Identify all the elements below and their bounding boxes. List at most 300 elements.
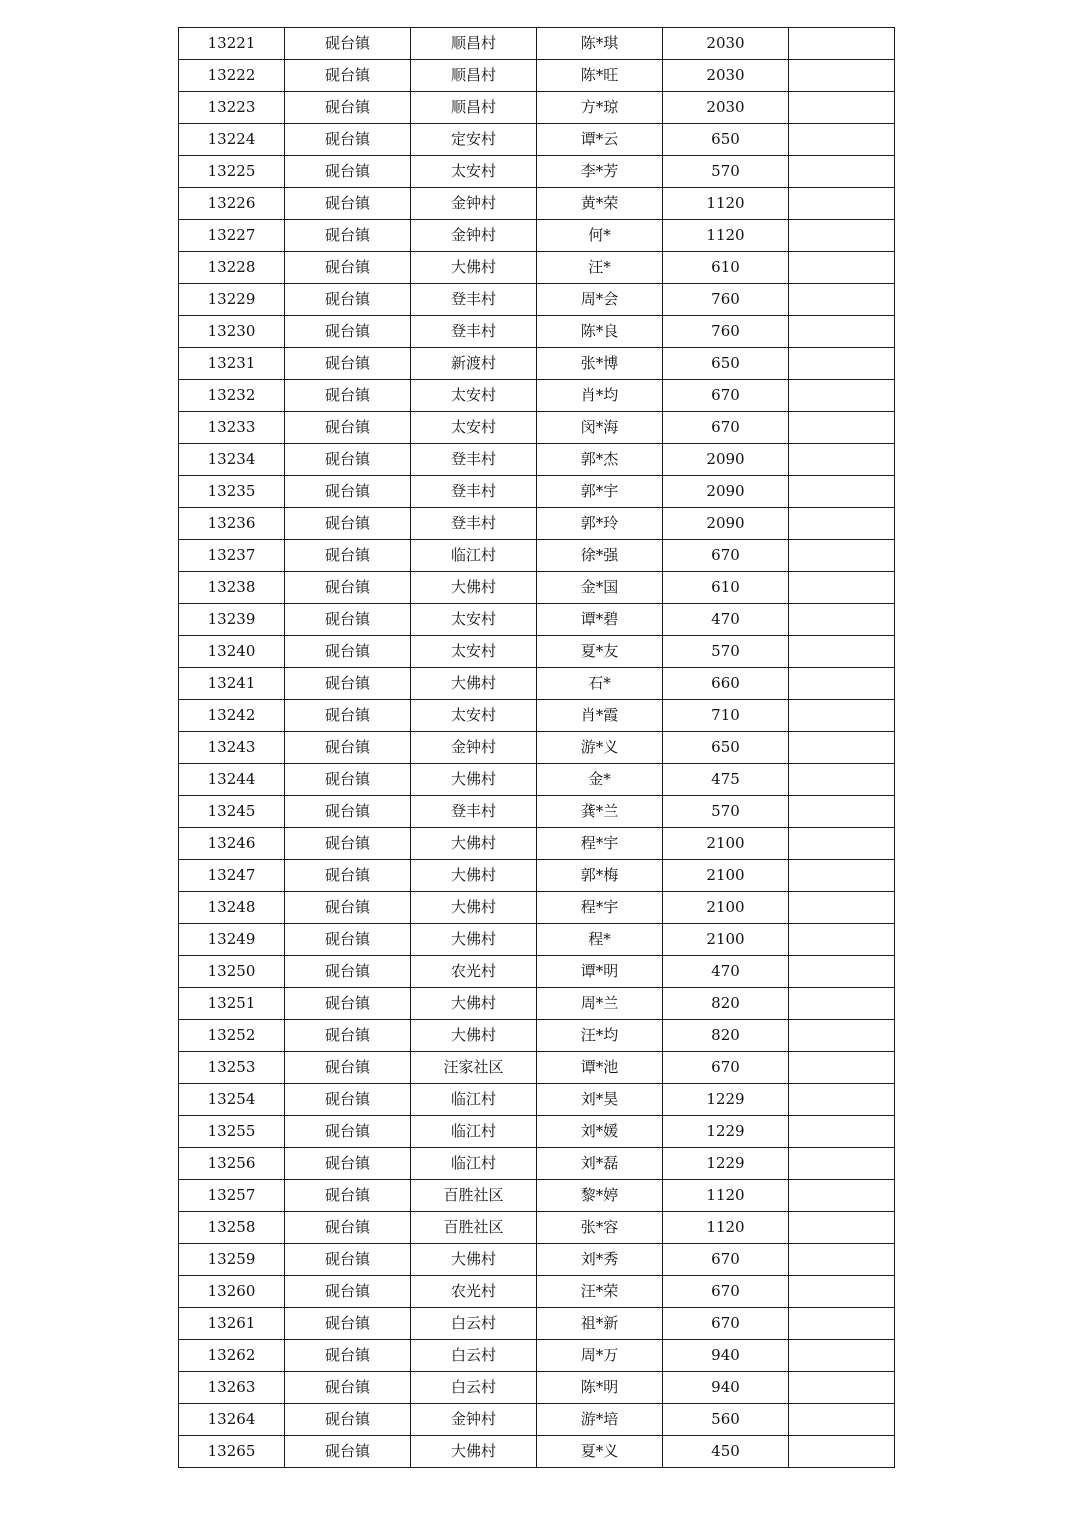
cell-name: 刘*昊	[537, 1084, 663, 1116]
cell-name: 谭*云	[537, 124, 663, 156]
cell-amount: 670	[663, 1244, 789, 1276]
cell-amount: 670	[663, 1276, 789, 1308]
cell-name: 夏*义	[537, 1436, 663, 1468]
cell-town: 砚台镇	[285, 1052, 411, 1084]
table-row	[179, 540, 895, 572]
cell-town: 砚台镇	[285, 1116, 411, 1148]
table-row	[179, 1212, 895, 1244]
table-row	[179, 668, 895, 700]
cell-name: 谭*池	[537, 1052, 663, 1084]
cell-village: 百胜社区	[411, 1212, 537, 1244]
cell-amount: 2100	[663, 828, 789, 860]
cell-note	[789, 1052, 895, 1084]
cell-serial-number: 13222	[179, 60, 285, 92]
cell-serial-number: 13228	[179, 252, 285, 284]
cell-amount: 2100	[663, 860, 789, 892]
cell-town: 砚台镇	[285, 988, 411, 1020]
cell-village: 农光村	[411, 1276, 537, 1308]
cell-town: 砚台镇	[285, 828, 411, 860]
cell-amount: 670	[663, 380, 789, 412]
cell-note	[789, 124, 895, 156]
table-row	[179, 828, 895, 860]
cell-amount: 670	[663, 1308, 789, 1340]
cell-name: 游*培	[537, 1404, 663, 1436]
cell-name: 方*琼	[537, 92, 663, 124]
cell-serial-number: 13243	[179, 732, 285, 764]
cell-name: 黎*婷	[537, 1180, 663, 1212]
cell-village: 临江村	[411, 540, 537, 572]
cell-village: 登丰村	[411, 508, 537, 540]
cell-name: 郭*梅	[537, 860, 663, 892]
cell-town: 砚台镇	[285, 892, 411, 924]
cell-serial-number: 13259	[179, 1244, 285, 1276]
cell-town: 砚台镇	[285, 1244, 411, 1276]
table-row	[179, 1180, 895, 1212]
cell-amount: 670	[663, 1052, 789, 1084]
cell-serial-number: 13257	[179, 1180, 285, 1212]
table-row	[179, 1340, 895, 1372]
cell-note	[789, 604, 895, 636]
cell-amount: 2030	[663, 60, 789, 92]
cell-note	[789, 988, 895, 1020]
cell-village: 大佛村	[411, 828, 537, 860]
cell-town: 砚台镇	[285, 572, 411, 604]
cell-name: 夏*友	[537, 636, 663, 668]
cell-town: 砚台镇	[285, 1276, 411, 1308]
cell-amount: 940	[663, 1340, 789, 1372]
cell-amount: 2030	[663, 28, 789, 60]
cell-village: 太安村	[411, 604, 537, 636]
cell-note	[789, 828, 895, 860]
cell-serial-number: 13255	[179, 1116, 285, 1148]
cell-amount: 650	[663, 348, 789, 380]
cell-village: 顺昌村	[411, 92, 537, 124]
cell-name: 游*义	[537, 732, 663, 764]
cell-name: 周*万	[537, 1340, 663, 1372]
table-row	[179, 156, 895, 188]
cell-note	[789, 28, 895, 60]
cell-note	[789, 60, 895, 92]
cell-village: 定安村	[411, 124, 537, 156]
cell-amount: 710	[663, 700, 789, 732]
cell-name: 金*	[537, 764, 663, 796]
cell-amount: 760	[663, 316, 789, 348]
cell-note	[789, 1372, 895, 1404]
cell-serial-number: 13261	[179, 1308, 285, 1340]
cell-note	[789, 1308, 895, 1340]
table-row	[179, 956, 895, 988]
cell-town: 砚台镇	[285, 284, 411, 316]
cell-serial-number: 13229	[179, 284, 285, 316]
table-row	[179, 764, 895, 796]
cell-town: 砚台镇	[285, 252, 411, 284]
cell-serial-number: 13263	[179, 1372, 285, 1404]
cell-amount: 2090	[663, 444, 789, 476]
cell-note	[789, 572, 895, 604]
cell-amount: 1229	[663, 1148, 789, 1180]
cell-serial-number: 13248	[179, 892, 285, 924]
cell-name: 汪*均	[537, 1020, 663, 1052]
cell-note	[789, 444, 895, 476]
cell-village: 大佛村	[411, 892, 537, 924]
cell-town: 砚台镇	[285, 92, 411, 124]
cell-village: 金钟村	[411, 732, 537, 764]
cell-note	[789, 1116, 895, 1148]
cell-village: 农光村	[411, 956, 537, 988]
cell-town: 砚台镇	[285, 1084, 411, 1116]
table-row	[179, 1084, 895, 1116]
cell-village: 登丰村	[411, 476, 537, 508]
cell-serial-number: 13239	[179, 604, 285, 636]
table-row	[179, 444, 895, 476]
cell-amount: 570	[663, 636, 789, 668]
cell-amount: 650	[663, 732, 789, 764]
cell-town: 砚台镇	[285, 956, 411, 988]
cell-note	[789, 668, 895, 700]
cell-amount: 2030	[663, 92, 789, 124]
cell-serial-number: 13245	[179, 796, 285, 828]
cell-note	[789, 764, 895, 796]
cell-town: 砚台镇	[285, 412, 411, 444]
cell-town: 砚台镇	[285, 604, 411, 636]
cell-amount: 560	[663, 1404, 789, 1436]
cell-name: 谭*碧	[537, 604, 663, 636]
cell-note	[789, 1180, 895, 1212]
cell-amount: 610	[663, 252, 789, 284]
cell-serial-number: 13247	[179, 860, 285, 892]
cell-note	[789, 860, 895, 892]
cell-name: 石*	[537, 668, 663, 700]
table-row	[179, 1276, 895, 1308]
cell-note	[789, 1084, 895, 1116]
cell-amount: 450	[663, 1436, 789, 1468]
cell-amount: 1120	[663, 188, 789, 220]
cell-village: 大佛村	[411, 668, 537, 700]
cell-serial-number: 13244	[179, 764, 285, 796]
cell-amount: 1229	[663, 1084, 789, 1116]
cell-note	[789, 508, 895, 540]
cell-town: 砚台镇	[285, 860, 411, 892]
cell-village: 登丰村	[411, 284, 537, 316]
cell-town: 砚台镇	[285, 668, 411, 700]
table-row	[179, 124, 895, 156]
cell-village: 临江村	[411, 1148, 537, 1180]
cell-town: 砚台镇	[285, 28, 411, 60]
cell-amount: 660	[663, 668, 789, 700]
cell-town: 砚台镇	[285, 188, 411, 220]
cell-note	[789, 92, 895, 124]
cell-town: 砚台镇	[285, 220, 411, 252]
cell-town: 砚台镇	[285, 1020, 411, 1052]
cell-village: 登丰村	[411, 444, 537, 476]
cell-name: 张*容	[537, 1212, 663, 1244]
cell-serial-number: 13252	[179, 1020, 285, 1052]
cell-note	[789, 284, 895, 316]
cell-serial-number: 13236	[179, 508, 285, 540]
table-row	[179, 92, 895, 124]
cell-note	[789, 732, 895, 764]
cell-note	[789, 1340, 895, 1372]
cell-village: 大佛村	[411, 1020, 537, 1052]
cell-town: 砚台镇	[285, 1148, 411, 1180]
cell-amount: 475	[663, 764, 789, 796]
table-row	[179, 1436, 895, 1468]
cell-name: 郭*玲	[537, 508, 663, 540]
cell-serial-number: 13249	[179, 924, 285, 956]
cell-serial-number: 13237	[179, 540, 285, 572]
table-row	[179, 316, 895, 348]
cell-name: 肖*均	[537, 380, 663, 412]
cell-name: 程*宇	[537, 892, 663, 924]
table-row	[179, 284, 895, 316]
cell-serial-number: 13256	[179, 1148, 285, 1180]
cell-amount: 670	[663, 540, 789, 572]
table-row	[179, 700, 895, 732]
cell-name: 何*	[537, 220, 663, 252]
cell-village: 金钟村	[411, 220, 537, 252]
cell-amount: 570	[663, 796, 789, 828]
cell-note	[789, 1148, 895, 1180]
cell-name: 周*会	[537, 284, 663, 316]
table-row	[179, 988, 895, 1020]
table-row	[179, 60, 895, 92]
cell-amount: 1229	[663, 1116, 789, 1148]
cell-serial-number: 13262	[179, 1340, 285, 1372]
cell-name: 张*博	[537, 348, 663, 380]
cell-name: 谭*明	[537, 956, 663, 988]
cell-serial-number: 13223	[179, 92, 285, 124]
table-row	[179, 636, 895, 668]
cell-note	[789, 1244, 895, 1276]
cell-village: 太安村	[411, 412, 537, 444]
cell-serial-number: 13221	[179, 28, 285, 60]
table-row	[179, 1404, 895, 1436]
table-row	[179, 412, 895, 444]
cell-amount: 940	[663, 1372, 789, 1404]
cell-name: 陈*旺	[537, 60, 663, 92]
cell-village: 白云村	[411, 1372, 537, 1404]
cell-name: 郭*宇	[537, 476, 663, 508]
cell-note	[789, 636, 895, 668]
cell-name: 黄*荣	[537, 188, 663, 220]
cell-name: 徐*强	[537, 540, 663, 572]
cell-name: 陈*良	[537, 316, 663, 348]
cell-note	[789, 316, 895, 348]
cell-village: 登丰村	[411, 796, 537, 828]
cell-town: 砚台镇	[285, 1180, 411, 1212]
cell-note	[789, 220, 895, 252]
cell-village: 白云村	[411, 1308, 537, 1340]
cell-name: 刘*秀	[537, 1244, 663, 1276]
cell-town: 砚台镇	[285, 1212, 411, 1244]
table-row	[179, 572, 895, 604]
cell-name: 郭*杰	[537, 444, 663, 476]
cell-name: 祖*新	[537, 1308, 663, 1340]
cell-amount: 2090	[663, 476, 789, 508]
cell-village: 大佛村	[411, 572, 537, 604]
cell-note	[789, 412, 895, 444]
cell-village: 大佛村	[411, 860, 537, 892]
cell-serial-number: 13235	[179, 476, 285, 508]
table-row	[179, 1244, 895, 1276]
cell-town: 砚台镇	[285, 348, 411, 380]
cell-name: 汪*	[537, 252, 663, 284]
cell-name: 程*	[537, 924, 663, 956]
cell-amount: 1120	[663, 1180, 789, 1212]
cell-town: 砚台镇	[285, 156, 411, 188]
cell-town: 砚台镇	[285, 700, 411, 732]
cell-village: 登丰村	[411, 316, 537, 348]
table-row	[179, 380, 895, 412]
cell-village: 大佛村	[411, 1244, 537, 1276]
cell-village: 汪家社区	[411, 1052, 537, 1084]
cell-serial-number: 13233	[179, 412, 285, 444]
cell-serial-number: 13251	[179, 988, 285, 1020]
table-row	[179, 1052, 895, 1084]
cell-serial-number: 13264	[179, 1404, 285, 1436]
cell-village: 大佛村	[411, 988, 537, 1020]
table-row	[179, 508, 895, 540]
cell-village: 顺昌村	[411, 60, 537, 92]
cell-amount: 1120	[663, 1212, 789, 1244]
cell-town: 砚台镇	[285, 732, 411, 764]
cell-name: 刘*磊	[537, 1148, 663, 1180]
cell-town: 砚台镇	[285, 380, 411, 412]
cell-note	[789, 1020, 895, 1052]
cell-name: 闵*海	[537, 412, 663, 444]
cell-note	[789, 956, 895, 988]
cell-town: 砚台镇	[285, 316, 411, 348]
cell-name: 龚*兰	[537, 796, 663, 828]
cell-serial-number: 13265	[179, 1436, 285, 1468]
table-row	[179, 476, 895, 508]
cell-note	[789, 700, 895, 732]
cell-name: 刘*媛	[537, 1116, 663, 1148]
table-row	[179, 924, 895, 956]
cell-serial-number: 13253	[179, 1052, 285, 1084]
cell-serial-number: 13231	[179, 348, 285, 380]
cell-town: 砚台镇	[285, 60, 411, 92]
table-row	[179, 1020, 895, 1052]
cell-town: 砚台镇	[285, 508, 411, 540]
cell-town: 砚台镇	[285, 444, 411, 476]
cell-village: 大佛村	[411, 924, 537, 956]
cell-name: 陈*琪	[537, 28, 663, 60]
cell-village: 太安村	[411, 700, 537, 732]
cell-town: 砚台镇	[285, 796, 411, 828]
cell-amount: 2090	[663, 508, 789, 540]
table-row	[179, 28, 895, 60]
cell-note	[789, 1212, 895, 1244]
cell-name: 金*国	[537, 572, 663, 604]
table-row	[179, 1372, 895, 1404]
cell-serial-number: 13234	[179, 444, 285, 476]
cell-amount: 820	[663, 988, 789, 1020]
cell-name: 陈*明	[537, 1372, 663, 1404]
table-row	[179, 348, 895, 380]
cell-name: 汪*荣	[537, 1276, 663, 1308]
cell-town: 砚台镇	[285, 124, 411, 156]
table-row	[179, 252, 895, 284]
cell-village: 金钟村	[411, 1404, 537, 1436]
cell-amount: 760	[663, 284, 789, 316]
cell-note	[789, 796, 895, 828]
cell-amount: 570	[663, 156, 789, 188]
cell-amount: 820	[663, 1020, 789, 1052]
cell-serial-number: 13241	[179, 668, 285, 700]
cell-note	[789, 252, 895, 284]
cell-amount: 2100	[663, 924, 789, 956]
table-row	[179, 1116, 895, 1148]
cell-serial-number: 13226	[179, 188, 285, 220]
table-row	[179, 1148, 895, 1180]
cell-serial-number: 13258	[179, 1212, 285, 1244]
cell-town: 砚台镇	[285, 1436, 411, 1468]
cell-amount: 2100	[663, 892, 789, 924]
cell-serial-number: 13250	[179, 956, 285, 988]
cell-note	[789, 1436, 895, 1468]
cell-name: 周*兰	[537, 988, 663, 1020]
cell-town: 砚台镇	[285, 1372, 411, 1404]
cell-name: 肖*霞	[537, 700, 663, 732]
cell-village: 太安村	[411, 636, 537, 668]
cell-note	[789, 348, 895, 380]
cell-amount: 610	[663, 572, 789, 604]
table-row	[179, 188, 895, 220]
cell-village: 大佛村	[411, 1436, 537, 1468]
cell-note	[789, 1276, 895, 1308]
cell-note	[789, 188, 895, 220]
cell-village: 大佛村	[411, 764, 537, 796]
records-table-body	[179, 28, 895, 1468]
cell-town: 砚台镇	[285, 1340, 411, 1372]
cell-village: 临江村	[411, 1084, 537, 1116]
cell-name: 李*芳	[537, 156, 663, 188]
cell-village: 金钟村	[411, 188, 537, 220]
cell-town: 砚台镇	[285, 636, 411, 668]
cell-village: 太安村	[411, 380, 537, 412]
cell-note	[789, 156, 895, 188]
cell-serial-number: 13240	[179, 636, 285, 668]
cell-note	[789, 1404, 895, 1436]
table-row	[179, 796, 895, 828]
table-row	[179, 604, 895, 636]
cell-amount: 670	[663, 412, 789, 444]
cell-name: 程*宇	[537, 828, 663, 860]
cell-village: 新渡村	[411, 348, 537, 380]
cell-amount: 470	[663, 956, 789, 988]
cell-town: 砚台镇	[285, 1308, 411, 1340]
cell-village: 太安村	[411, 156, 537, 188]
records-table	[178, 27, 895, 1468]
cell-town: 砚台镇	[285, 476, 411, 508]
cell-amount: 470	[663, 604, 789, 636]
cell-town: 砚台镇	[285, 1404, 411, 1436]
cell-serial-number: 13238	[179, 572, 285, 604]
cell-serial-number: 13260	[179, 1276, 285, 1308]
table-row	[179, 1308, 895, 1340]
cell-serial-number: 13232	[179, 380, 285, 412]
cell-amount: 650	[663, 124, 789, 156]
cell-village: 大佛村	[411, 252, 537, 284]
cell-village: 顺昌村	[411, 28, 537, 60]
cell-note	[789, 892, 895, 924]
cell-amount: 1120	[663, 220, 789, 252]
cell-note	[789, 476, 895, 508]
cell-serial-number: 13242	[179, 700, 285, 732]
table-row	[179, 732, 895, 764]
cell-serial-number: 13246	[179, 828, 285, 860]
